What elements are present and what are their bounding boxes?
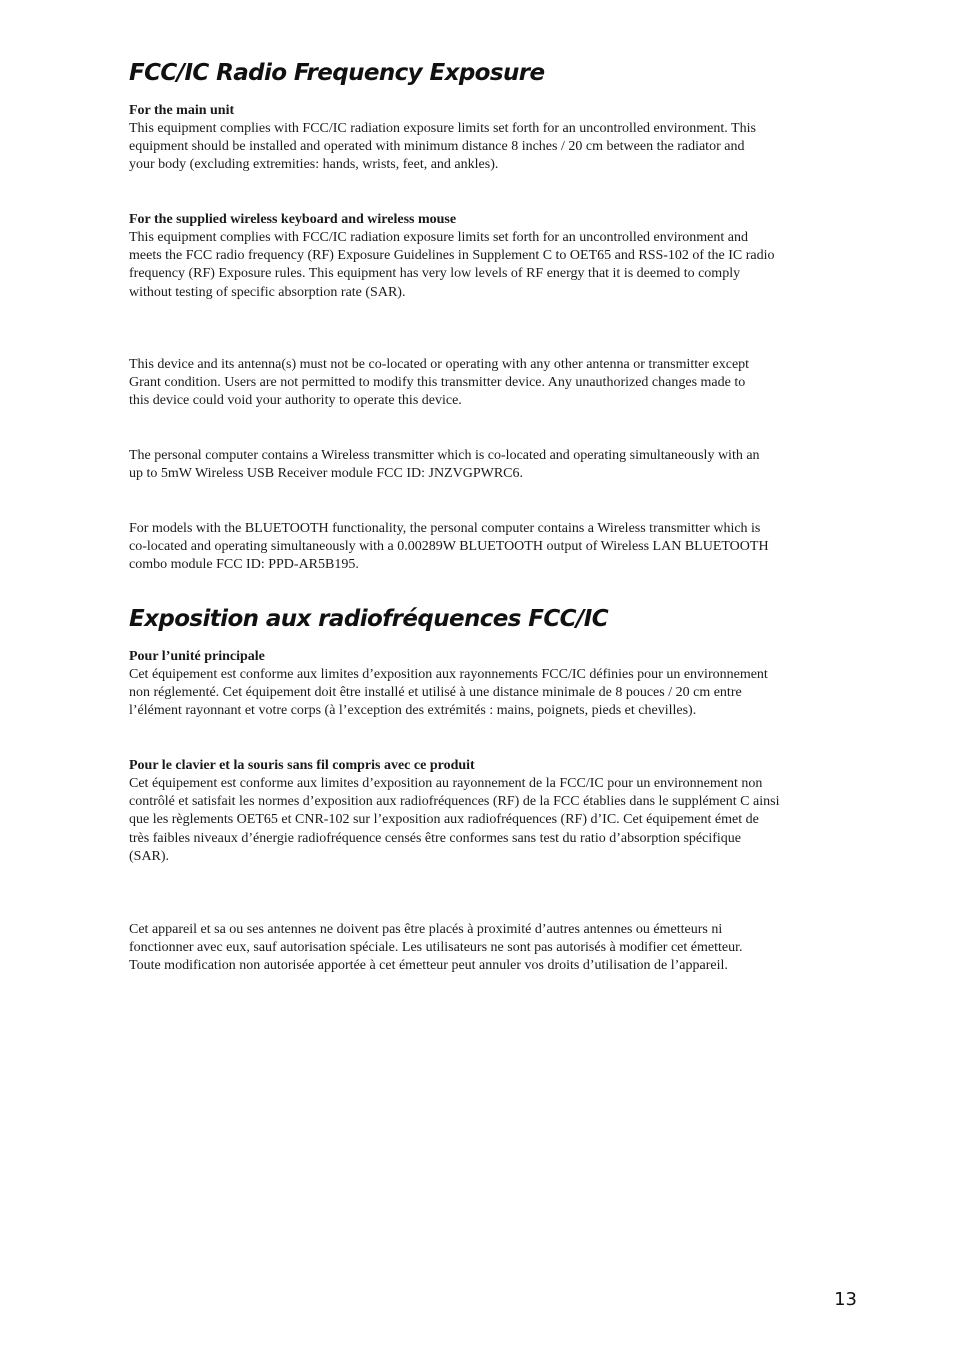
text-line: This equipment complies with FCC/IC radiation exposure limits set forth for an uncontrolled environment and bbox=[129, 230, 749, 245]
text-line: this device could void your authority to operate this device. bbox=[129, 393, 462, 409]
paragraph-keyboard-mouse bbox=[129, 229, 861, 302]
text-line: très faibles niveaux d’énergie radiofréquence censés être conformes sans test du ratio d’absorption spécifique bbox=[129, 830, 742, 846]
text-line: Cet appareil et sa ou ses antennes ne doivent pas être placés à proximité d’autres antennes ou émetteurs ni bbox=[129, 922, 723, 937]
page-number: 13 bbox=[834, 1289, 857, 1310]
text-line: que les règlements OET65 et CNR-102 sur l’exposition aux radiofréquences (RF) d’IC. Cet équipement émet de bbox=[129, 812, 759, 828]
text-line: contrôlé et satisfait les normes d’exposition aux radiofréquences (RF) de la FCC établies dans le supplément C ainsi bbox=[129, 794, 780, 810]
text-line: Grant condition. Users are not permitted to modify this transmitter device. Any unauthorized changes made to bbox=[129, 375, 746, 391]
section-heading-exposition: Exposition aux radiofréquences FCC/IC bbox=[129, 606, 608, 632]
text-line: For models with the BLUETOOTH functionality, the personal computer contains a Wireless transmitter which is bbox=[129, 521, 761, 536]
subheading-main-unit: For the main unit bbox=[129, 103, 235, 118]
paragraph-unite-principale bbox=[129, 666, 861, 721]
subheading-keyboard-mouse: For the supplied wireless keyboard and wireless mouse bbox=[129, 212, 457, 227]
text-line: The personal computer contains a Wireless transmitter which is co-located and operating simultaneously with an bbox=[129, 448, 760, 463]
text-line: This equipment complies with FCC/IC radiation exposure limits set forth for an uncontrolled environment. This bbox=[129, 121, 756, 136]
section-heading-fcc: FCC/IC Radio Frequency Exposure bbox=[129, 60, 545, 86]
text-line: combo module FCC ID: PPD-AR5B195. bbox=[129, 557, 359, 573]
text-line: fonctionner avec eux, sauf autorisation spéciale. Les utilisateurs ne sont pas autorisés à modifier cet émetteur. bbox=[129, 940, 743, 956]
text-line: (SAR). bbox=[129, 848, 170, 864]
subheading-clavier-souris: Pour le clavier et la souris sans fil compris avec ce produit bbox=[129, 758, 475, 773]
text-line: up to 5mW Wireless USB Receiver module FCC ID: JNZVGPWRC6. bbox=[129, 466, 524, 482]
text-line: Toute modification non autorisée apportée à cet émetteur peut annuler vos droits d’utilisation de l’appareil. bbox=[129, 958, 728, 974]
text-line: Cet équipement est conforme aux limites d’exposition au rayonnement de la FCC/IC pour un environnement non bbox=[129, 776, 763, 791]
text-line: co-located and operating simultaneously with a 0.00289W BLUETOOTH output of Wireless LAN BLUETOOTH bbox=[129, 539, 769, 555]
paragraph-clavier-souris bbox=[129, 775, 861, 866]
paragraph-colocation bbox=[129, 356, 861, 411]
text-line: l’élément rayonnant et votre corps (à l’exception des extrémités : mains, poignets, pieds et chevilles). bbox=[129, 703, 697, 719]
text-line: equipment should be installed and operated with minimum distance 8 inches / 20 cm between the radiator and bbox=[129, 139, 745, 155]
paragraph-antennes bbox=[129, 921, 861, 976]
text-line: non réglementé. Cet équipement doit être installé et utilisé à une distance minimale de 8 pouces / 20 cm entre bbox=[129, 685, 742, 701]
paragraph-main-unit bbox=[129, 120, 861, 175]
paragraph-bluetooth bbox=[129, 520, 861, 575]
text-line: frequency (RF) Exposure rules. This equipment has very low levels of RF energy that it is deemed to comply bbox=[129, 266, 741, 282]
paragraph-usb-receiver bbox=[129, 447, 861, 483]
text-line: meets the FCC radio frequency (RF) Exposure Guidelines in Supplement C to OET65 and RSS-102 of the IC radio bbox=[129, 248, 775, 264]
text-line: Cet équipement est conforme aux limites d’exposition aux rayonnements FCC/IC définies pour un environnement bbox=[129, 667, 768, 682]
text-line: This device and its antenna(s) must not be co-located or operating with any other antenna or transmitter except bbox=[129, 357, 750, 372]
subheading-unite-principale: Pour l’unité principale bbox=[129, 649, 265, 664]
text-line: your body (excluding extremities: hands, wrists, feet, and ankles). bbox=[129, 157, 499, 173]
text-line: without testing of specific absorption rate (SAR). bbox=[129, 284, 406, 300]
